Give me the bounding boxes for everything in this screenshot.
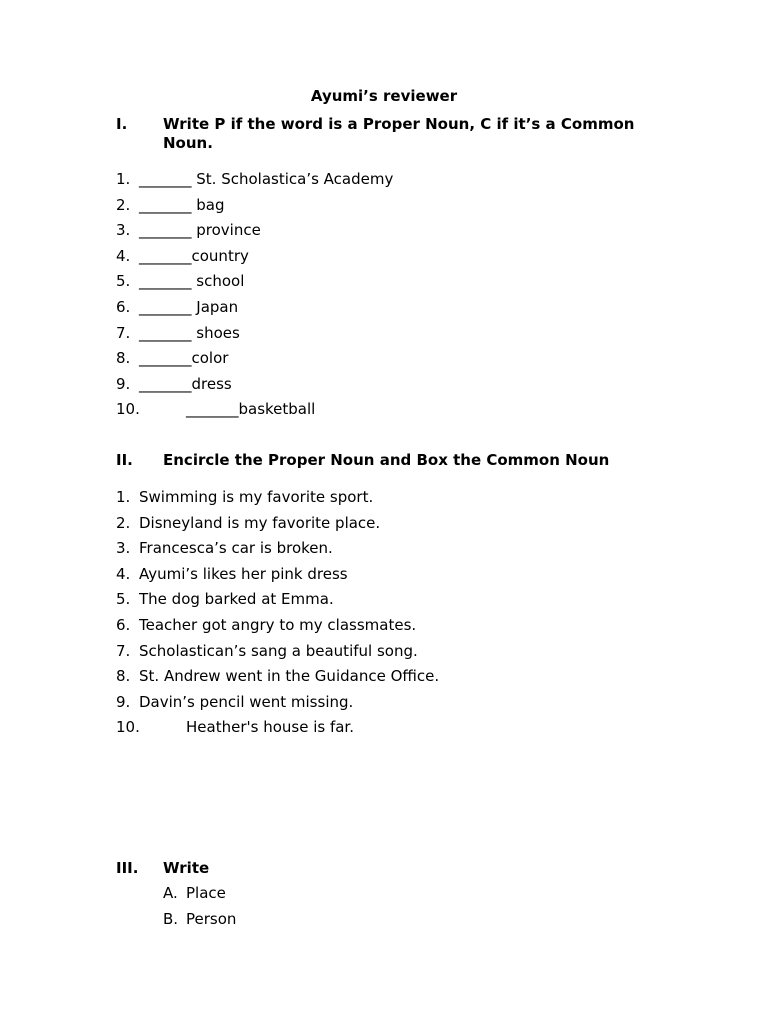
item-number: 8. [116, 349, 131, 368]
document-title: Ayumi’s reviewer [310, 87, 458, 105]
item-letter: A. [163, 884, 178, 902]
item-text: _______ shoes [139, 323, 240, 342]
item-number: 8. [116, 667, 131, 686]
item-text: Scholastican’s sang a beautiful song. [139, 641, 418, 660]
item-number: 3. [116, 221, 131, 240]
item-text: _______ bag [139, 195, 225, 214]
section-1-list [116, 169, 676, 425]
section-3-numeral: III. [116, 859, 139, 877]
list-item [116, 348, 676, 374]
item-number: 6. [116, 615, 131, 634]
list-item [116, 323, 676, 349]
section-3-instruction: Write [163, 859, 210, 877]
item-number: 9. [116, 692, 131, 711]
list-item [116, 589, 676, 615]
item-text: Place [186, 884, 226, 902]
item-text: Teacher got angry to my classmates. [139, 615, 417, 634]
list-item [116, 641, 676, 667]
list-item [116, 246, 676, 272]
item-text: _______color [139, 349, 229, 368]
list-item [116, 666, 676, 692]
list-item [116, 538, 676, 564]
list-item [116, 271, 676, 297]
item-text: Ayumi’s likes her pink dress [139, 564, 348, 583]
item-number: 2. [116, 513, 131, 532]
section-1-numeral: I. [116, 115, 128, 133]
item-text: Davin’s pencil went missing. [139, 692, 354, 711]
item-number: 5. [116, 272, 131, 291]
list-item [116, 195, 676, 221]
item-text: _______dress [139, 374, 232, 393]
section-2-numeral: II. [116, 451, 133, 469]
item-text: St. Andrew went in the Guidance Office. [139, 667, 440, 686]
item-number: 10. [116, 718, 140, 737]
item-number: 7. [116, 641, 131, 660]
item-text: _______basketball [186, 400, 316, 419]
item-text: Person [186, 909, 237, 928]
section-3-heading [116, 859, 676, 878]
list-item [116, 513, 676, 539]
list-item [116, 374, 676, 400]
section-1-instruction: Write P if the word is a Proper Noun, C if it’s a Common Noun. [163, 115, 635, 152]
list-item [116, 169, 676, 195]
list-item [116, 487, 676, 513]
item-text: Francesca’s car is broken. [139, 539, 333, 558]
list-item [116, 615, 676, 641]
item-number: 1. [116, 170, 131, 188]
item-text: The dog barked at Emma. [139, 590, 334, 609]
item-text: Swimming is my favorite sport. [139, 488, 374, 506]
list-item [116, 564, 676, 590]
list-item [116, 220, 676, 246]
section-2-instruction: Encircle the Proper Noun and Box the Common Noun [163, 451, 610, 469]
item-text: Heather's house is far. [186, 718, 354, 737]
section-2-heading [116, 451, 676, 470]
item-number: 1. [116, 488, 131, 506]
item-number: 4. [116, 564, 131, 583]
item-number: 4. [116, 246, 131, 265]
section-2-list [116, 487, 676, 743]
item-text: _______country [139, 246, 249, 265]
item-number: 2. [116, 195, 131, 214]
item-letter: B. [163, 909, 179, 928]
item-text: _______ school [139, 272, 245, 291]
list-item [116, 399, 676, 425]
item-number: 3. [116, 539, 131, 558]
list-item [116, 297, 676, 323]
item-text: _______ Japan [139, 297, 239, 316]
item-number: 5. [116, 590, 131, 609]
item-text: _______ province [139, 221, 261, 240]
item-text: Disneyland is my favorite place. [139, 513, 381, 532]
item-number: 10. [116, 400, 140, 419]
list-item [116, 717, 676, 743]
item-number: 7. [116, 323, 131, 342]
list-item [116, 692, 676, 718]
section-1-heading [116, 115, 676, 153]
item-number: 6. [116, 297, 131, 316]
item-number: 9. [116, 374, 131, 393]
item-text: _______ St. Scholastica’s Academy [139, 170, 394, 188]
